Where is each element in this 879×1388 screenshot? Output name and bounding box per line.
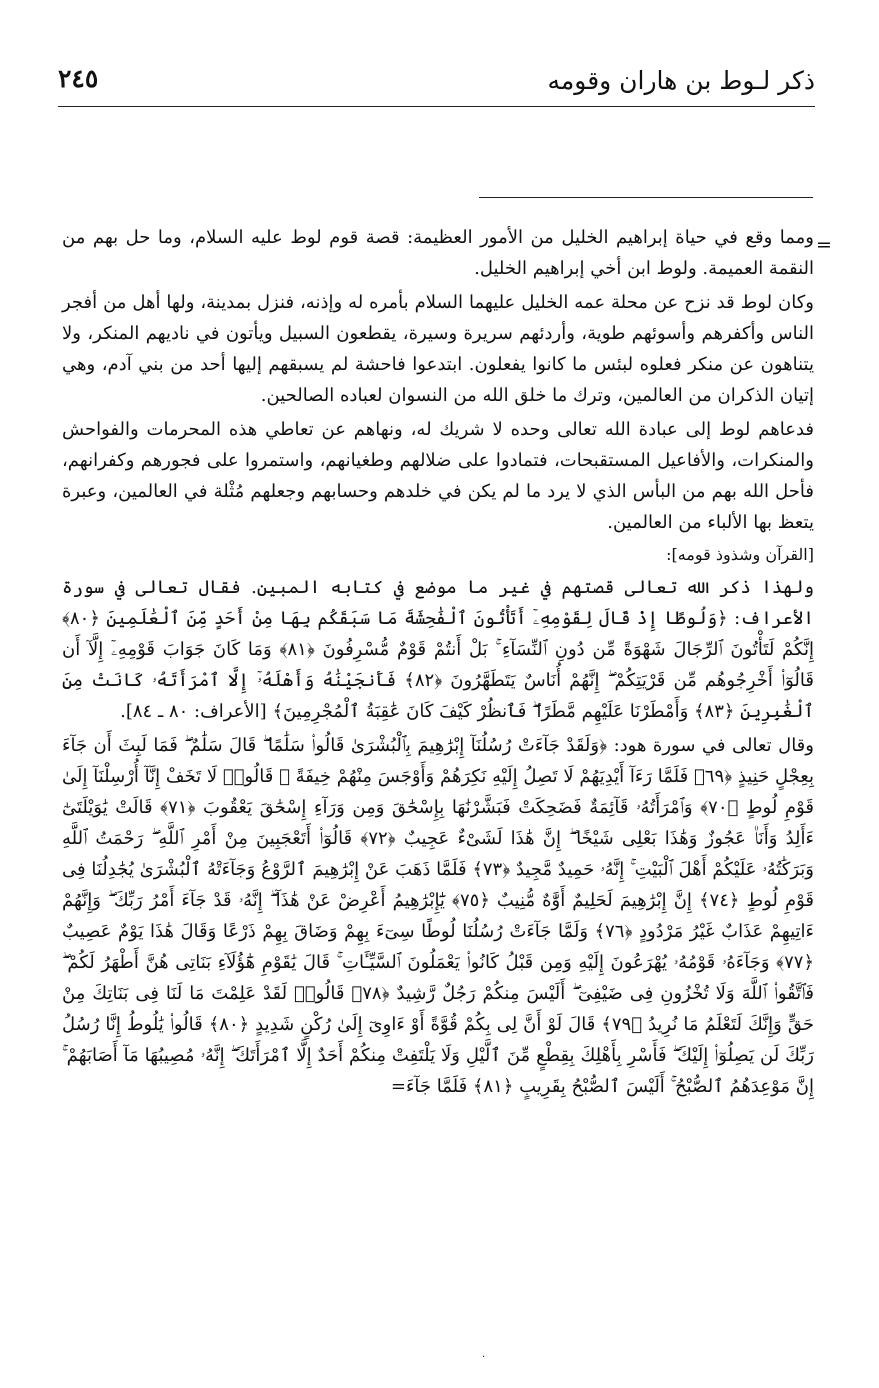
body-text [62, 222, 814, 1102]
hud-intro: وقال تعالى في سورة هود: [613, 735, 814, 756]
araf-intro: ولهذا ذكر الله تعالى قصتهم في غير ما موضع في كتابه المبين. فقال تعالى في سورة الأعراف: [62, 577, 815, 629]
page-dot: · [482, 1352, 486, 1363]
running-title: ذكر لـوط بن هاران وقومه [547, 66, 815, 95]
page-number: ٢٤٥ [58, 64, 99, 93]
continuation-mark: = [816, 234, 832, 256]
section-heading: [القرآن وشذوذ قومه]: [666, 545, 814, 564]
quran-araf: ﴿وَلُوطًا إِذْ قَالَ لِقَوْمِهِۦٓ أَتَأْتُونَ ٱلْفَٰحِشَةَ مَا سَبَقَكُم بِهَا مِنْ أَحَدٍ مِّنَ ٱلْعَٰلَمِينَ ﴿٨٠﴾ إِنَّكُمْ لَتَأْتُونَ ٱلرِّجَالَ شَهْوَةً مِّن دُونِ ٱلنِّسَآءِ ۚ بَلْ أَنتُمْ قَوْمٌ مُّسْرِفُونَ ﴿٨١﴾ وَمَا كَانَ جَوَابَ قَوْمِهِۦٓ إِلَّآ أَن قَالُوٓا۟ أَخْرِجُوهُم مِّن قَرْيَتِكُمْ ۖ إِنَّهُمْ أُنَاسٌ يَتَطَهَّرُونَ ﴿٨٢﴾ فَأَنجَيْنَٰهُ وَأَهْلَهُۥٓ إِلَّا ٱمْرَأَتَهُۥ كَانَتْ مِنَ ٱلْغَٰبِرِينَ ﴿٨٣﴾ وَأَمْطَرْنَا عَلَيْهِم مَّطَرًا ۖ فَٱنظُرْ كَيْفَ كَانَ عَٰقِبَةُ ٱلْمُجْرِمِينَ﴾ [62, 608, 814, 722]
page-header [58, 62, 815, 107]
paragraph-intro: ومما وقع في حياة إبراهيم الخليل من الأمور العظيمة: قصة قوم لوط عليه السلام، وما حل بهم من النقمة العميمة. ولوط ابن أخي إبراهيم الخليل. [62, 227, 814, 279]
araf-reference: [الأعراف: ٨٠ ـ ٨٤]. [120, 701, 267, 722]
quran-hud: ﴿وَلَقَدْ جَآءَتْ رُسُلُنَآ إِبْرَٰهِيمَ بِٱلْبُشْرَىٰ قَالُوا۟ سَلَٰمًا ۖ قَالَ سَلَٰمٌ ۖ فَمَا لَبِثَ أَن جَآءَ بِعِجْلٍ حَنِيذٍ ﴿٦٩﴾ فَلَمَّا رَءَآ أَيْدِيَهُمْ لَا تَصِلُ إِلَيْهِ نَكِرَهُمْ وَأَوْجَسَ مِنْهُمْ خِيفَةً ۚ قَالُوا۟ لَا تَخَفْ إِنَّآ أُرْسِلْنَآ إِلَىٰ قَوْمِ لُوطٍ ﴿٧٠﴾ وَٱمْرَأَتُهُۥ قَآئِمَةٌ فَضَحِكَتْ فَبَشَّرْنَٰهَا بِإِسْحَٰقَ وَمِن وَرَآءِ إِسْحَٰقَ يَعْقُوبَ ﴿٧١﴾ قَالَتْ يَٰوَيْلَتَىٰٓ ءَأَلِدُ وَأَنَا۠ عَجُوزٌ وَهَٰذَا بَعْلِى شَيْخًا ۖ إِنَّ هَٰذَا لَشَىْءٌ عَجِيبٌ ﴿٧٢﴾ قَالُوٓا۟ أَتَعْجَبِينَ مِنْ أَمْرِ ٱللَّهِ ۖ رَحْمَتُ ٱللَّهِ وَبَرَكَٰتُهُۥ عَلَيْكُمْ أَهْلَ ٱلْبَيْتِ ۚ إِنَّهُۥ حَمِيدٌ مَّجِيدٌ ﴿٧٣﴾ فَلَمَّا ذَهَبَ عَنْ إِبْرَٰهِيمَ ٱلرَّوْعُ وَجَآءَتْهُ ٱلْبُشْرَىٰ يُجَٰدِلُنَا فِى قَوْمِ لُوطٍ ﴿٧٤﴾ إِنَّ إِبْرَٰهِيمَ لَحَلِيمٌ أَوَّٰهٌ مُّنِيبٌ ﴿٧٥﴾ يَٰٓإِبْرَٰهِيمُ أَعْرِضْ عَنْ هَٰذَآ ۖ إِنَّهُۥ قَدْ جَآءَ أَمْرُ رَبِّكَ ۖ وَإِنَّهُمْ ءَاتِيهِمْ عَذَابٌ غَيْرُ مَرْدُودٍ ﴿٧٦﴾ وَلَمَّا جَآءَتْ رُسُلُنَا لُوطًا سِىٓءَ بِهِمْ وَضَاقَ بِهِمْ ذَرْعًا وَقَالَ هَٰذَا يَوْمٌ عَصِيبٌ ﴿٧٧﴾ وَجَآءَهُۥ قَوْمُهُۥ يُهْرَعُونَ إِلَيْهِ وَمِن قَبْلُ كَانُوا۟ يَعْمَلُونَ ٱلسَّيِّـَٔاتِ ۚ قَالَ يَٰقَوْمِ هَٰٓؤُلَآءِ بَنَاتِى هُنَّ أَطْهَرُ لَكُمْ ۖ فَٱتَّقُوا۟ ٱللَّهَ وَلَا تُخْزُونِ فِى ضَيْفِىٓ ۖ أَلَيْسَ مِنكُمْ رَجُلٌ رَّشِيدٌ ﴿٧٨﴾ قَالُوا۟ لَقَدْ عَلِمْتَ مَا لَنَا فِى بَنَاتِكَ مِنْ حَقٍّ وَإِنَّكَ لَتَعْلَمُ مَا نُرِيدُ ﴿٧٩﴾ قَالَ لَوْ أَنَّ لِى بِكُمْ قُوَّةً أَوْ ءَاوِىٓ إِلَىٰ رُكْنٍ شَدِيدٍ ﴿٨٠﴾ قَالُوا۟ يَٰلُوطُ إِنَّا رُسُلُ رَبِّكَ لَن يَصِلُوٓا۟ إِلَيْكَ ۖ فَأَسْرِ بِأَهْلِكَ بِقِطْعٍ مِّنَ ٱلَّيْلِ وَلَا يَلْتَفِتْ مِنكُمْ أَحَدٌ إِلَّا ٱمْرَأَتَكَ ۖ إِنَّهُۥ مُصِيبُهَا مَآ أَصَابَهُمْ ۚ إِنَّ مَوْعِدَهُمُ ٱلصُّبْحُ ۚ أَلَيْسَ ٱلصُّبْحُ بِقَرِيبٍ ﴿٨١﴾ فَلَمَّا جَآءَ= [62, 735, 815, 1097]
paragraph-araf [62, 572, 814, 727]
paragraph-hud [62, 730, 814, 1102]
paragraph-settlement: وكان لوط قد نزح عن محلة عمه الخليل عليهما السلام بأمره له وإذنه، فنزل بمدينة، ولها أهل من أفجر الناس وأكفرهم وأسوئهم طوية، وأردئهم سريرة وسيرة، يقطعون السبيل ويأتون في ناديهم المنكر، ولا يتناهون عن منكر فعلوه لبئس ما كانوا يفعلون. ابتدعوا فاحشة لم يسبقهم إليها أحد من بني آدم، وهي إتيان الذكران من العالمين، وترك ما خلق الله من النسوان لعباده الصالحين. [62, 292, 814, 406]
paragraph-call: فدعاهم لوط إلى عبادة الله تعالى وحده لا شريك له، ونهاهم عن تعاطي هذه المحرمات والفواحش والمنكرات، والأفاعيل المستقبحات، فتمادوا على ضلالهم وطغيانهم، واستمروا على فجورهم وكفرانهم، فأحل الله بهم من البأس الذي لا يرد ما لم يكن في خلدهم وحسابهم وجعلهم مُثْلة في العالمين، وعبرة يتعظ بها الألباء من العالمين. [62, 419, 814, 533]
footnote-rule [479, 197, 813, 198]
